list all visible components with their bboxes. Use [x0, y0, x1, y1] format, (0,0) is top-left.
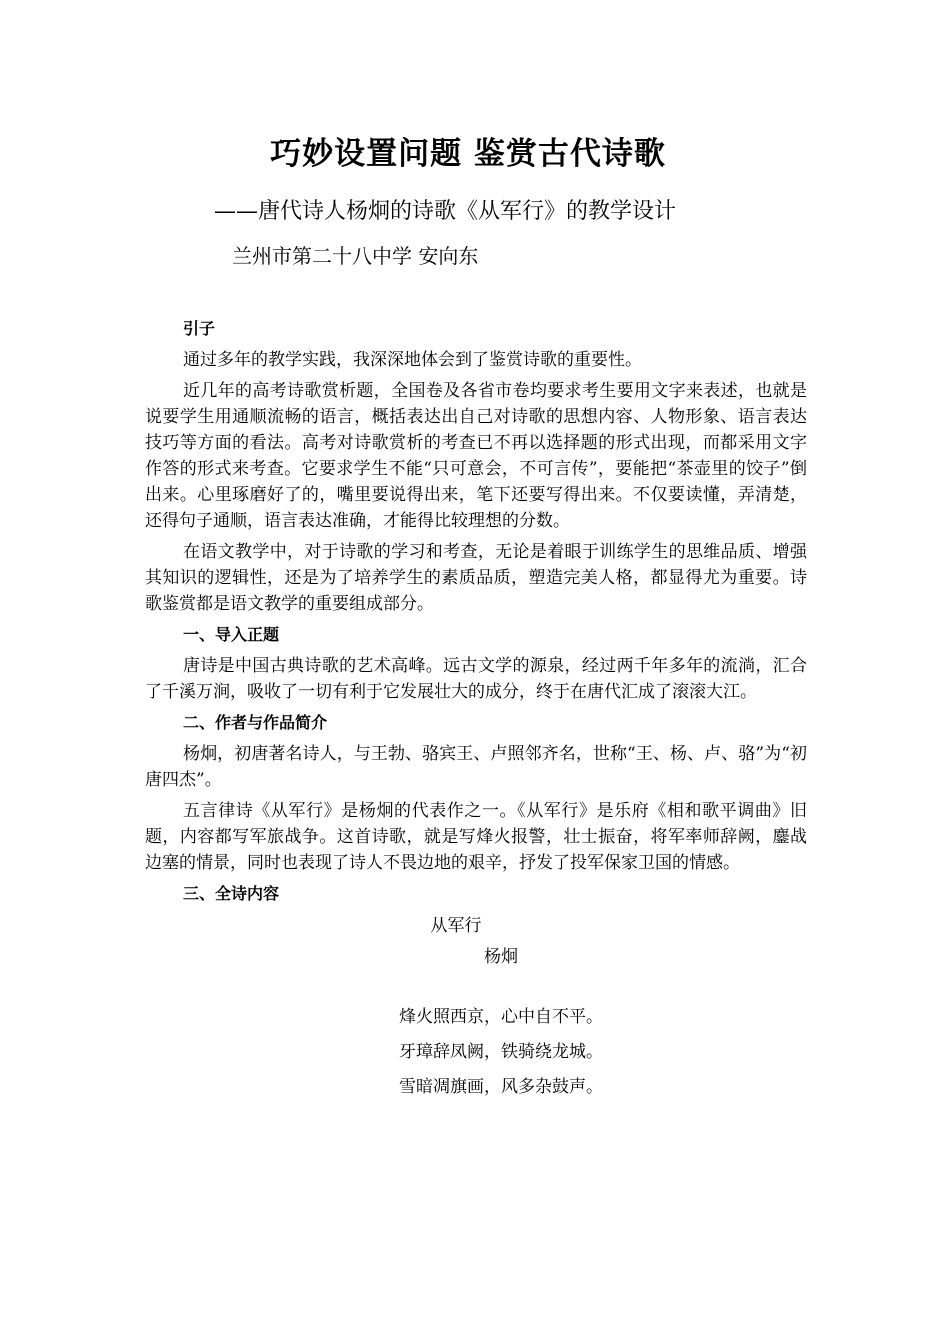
- section-heading-intro: 引子: [183, 319, 216, 338]
- paragraph: 唐诗是中国古典诗歌的艺术高峰。远古文学的源泉，经过两千年多年的流淌，汇合了千溪万涧，吸收了一切有利于它发展壮大的成分，终于在唐代汇成了滚滚大江。: [145, 656, 807, 702]
- section-heading-1: 一、导入正题: [183, 625, 280, 644]
- document-subtitle: ——唐代诗人杨炯的诗歌《从军行》的教学设计: [214, 199, 677, 224]
- poem-line: 烽火照西京，心中自不平。: [399, 1007, 603, 1027]
- paragraph: 通过多年的教学实践，我深深地体会到了鉴赏诗歌的重要性。: [183, 350, 642, 370]
- paragraph: 近几年的高考诗歌赏析题，全国卷及各省市卷均要求考生要用文字来表述，也就是说要学生用通顺流畅的语言，概括表达出自己对诗歌的思想内容、人物形象、语言表达技巧等方面的看法。高考对诗歌赏析的考查已不再以选择题的形式出现，而都采用文字作答的形式来考查。它要求学生不能“只可意会，不可言传”，要能把“茶壶里的饺子”倒出来。心里琢磨好了的，嘴里要说得出来，笔下还要写得出来。不仅要读懂，弄清楚，还得句子通顺，语言表达准确，才能得比较理想的分数。: [145, 381, 807, 531]
- document-author: 兰州市第二十八中学 安向东: [232, 244, 479, 268]
- section-heading-2: 二、作者与作品简介: [183, 713, 328, 732]
- poem-author: 杨炯: [484, 947, 518, 967]
- section-heading-3: 三、全诗内容: [183, 884, 280, 903]
- paragraph: 五言律诗《从军行》是杨炯的代表作之一。《从军行》是乐府《相和歌平调曲》旧题，内容都写军旅战争。这首诗歌，就是写烽火报警，壮士振奋，将军率师辞阙，鏖战边塞的情景，同时也表现了诗人不畏边地的艰辛，抒发了投军保家卫国的情感。: [145, 801, 807, 873]
- paragraph: 杨炯，初唐著名诗人，与王勃、骆宾王、卢照邻齐名，世称“王、杨、卢、骆”为“初唐四杰”。: [145, 744, 807, 790]
- paragraph: 在语文教学中，对于诗歌的学习和考查，无论是着眼于训练学生的思维品质、增强其知识的逻辑性，还是为了培养学生的素质品质，塑造完美人格，都显得尤为重要。诗歌鉴赏都是语文教学的重要组成部分。: [145, 542, 807, 614]
- document-body: [145, 316, 807, 1109]
- poem-line: 雪暗凋旗画，风多杂鼓声。: [399, 1077, 603, 1097]
- document-title: 巧妙设置问题 鉴赏古代诗歌: [270, 136, 666, 172]
- poem-line: 牙璋辞凤阙，铁骑绕龙城。: [399, 1042, 603, 1062]
- poem-title: 从军行: [430, 916, 482, 936]
